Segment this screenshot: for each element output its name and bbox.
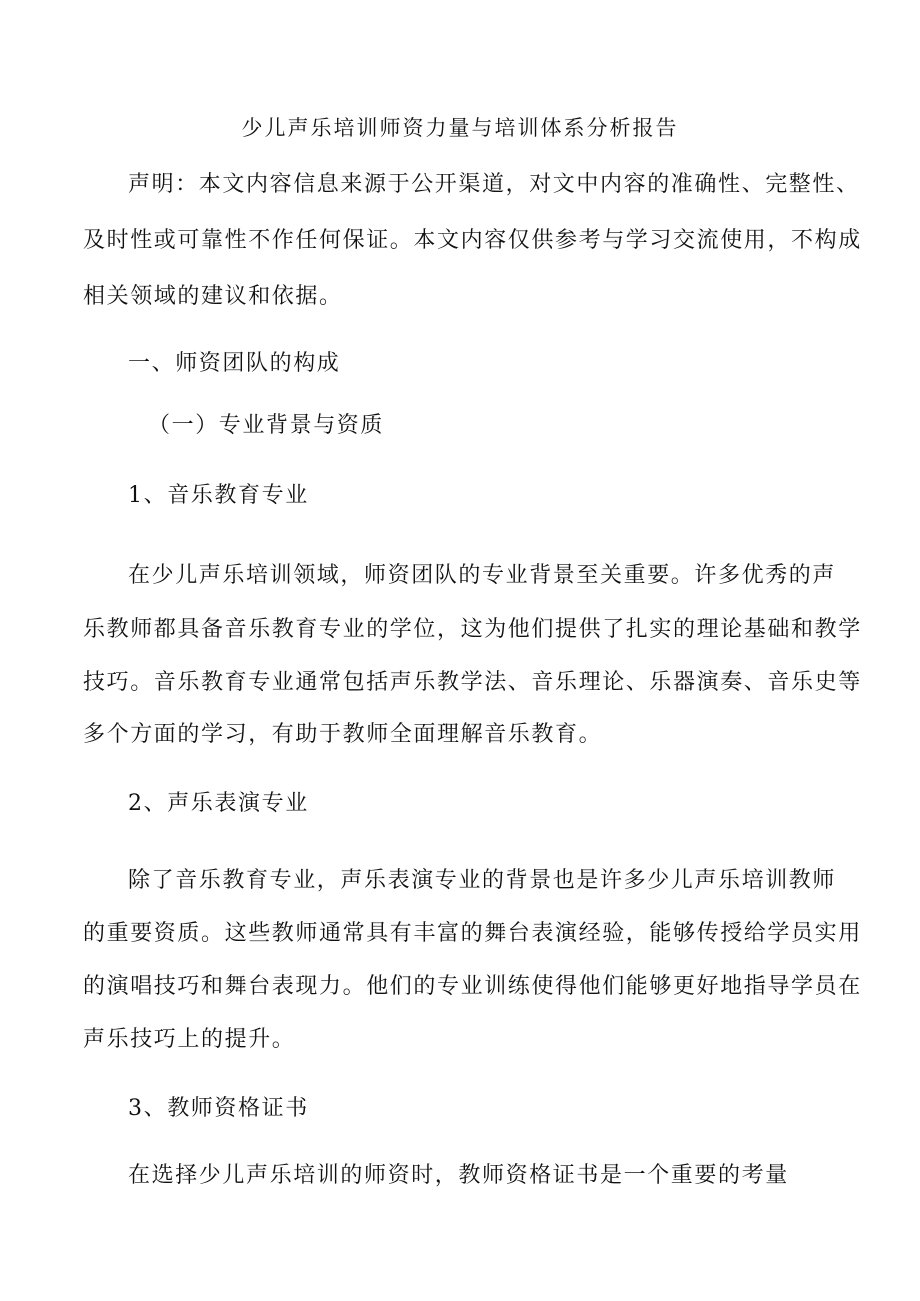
document-title: 少儿声乐培训师资力量与培训体系分析报告 [241, 116, 679, 140]
item3-heading: 3、教师资格证书 [128, 1096, 309, 1121]
disclaimer-line: 及时性或可靠性不作任何保证。本文内容仅供参考与学习交流使用，不构成 [83, 228, 862, 253]
paragraph-line: 在少儿声乐培训领域，师资团队的专业背景至关重要。许多优秀的声 [128, 563, 837, 588]
paragraph-line: 乐教师都具备音乐教育专业的学位，这为他们提供了扎实的理论基础和教学 [83, 617, 862, 642]
paragraph-line: 多个方面的学习，有助于教师全面理解音乐教育。 [83, 722, 603, 747]
disclaimer-line: 相关领域的建议和依据。 [83, 284, 343, 309]
paragraph-line: 除了音乐教育专业，声乐表演专业的背景也是许多少儿声乐培训教师 [128, 868, 837, 893]
paragraph-line: 技巧。音乐教育专业通常包括声乐教学法、音乐理论、乐器演奏、音乐史等 [83, 670, 862, 695]
paragraph-line: 声乐技巧上的提升。 [83, 1027, 296, 1052]
paragraph-line: 的演唱技巧和舞台表现力。他们的专业训练使得他们能够更好地指导学员在 [83, 974, 862, 999]
subsection-heading: （一）专业背景与资质 [148, 413, 385, 438]
item1-heading: 1、音乐教育专业 [128, 483, 309, 508]
disclaimer-line: 声明：本文内容信息来源于公开渠道，对文中内容的准确性、完整性、 [128, 172, 860, 197]
item2-heading: 2、声乐表演专业 [128, 791, 309, 816]
section-heading: 一、师资团队的构成 [128, 351, 341, 376]
paragraph-line: 在选择少儿声乐培训的师资时，教师资格证书是一个重要的考量 [128, 1163, 789, 1188]
paragraph-line: 的重要资质。这些教师通常具有丰富的舞台表演经验，能够传授给学员实用 [83, 921, 862, 946]
